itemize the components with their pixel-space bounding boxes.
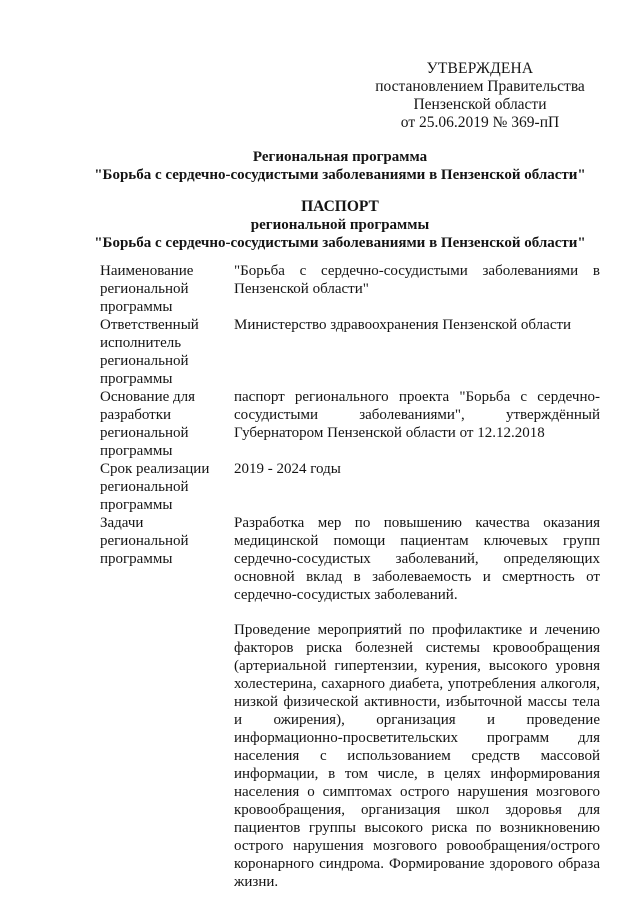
passport-table <box>100 262 600 891</box>
row-value-basis: паспорт регионального проекта "Борьба с сердечно-сосудистыми заболеваниями", утверждённый Губернатором Пензенской области от 12.12.2018 <box>234 389 600 441</box>
passport-heading: ПАСПОРТ <box>301 198 379 215</box>
row-value-term: 2019 - 2024 годы <box>234 461 341 477</box>
program-title <box>40 148 640 184</box>
row-label-basis: Основание для разработки региональной программы <box>100 389 196 459</box>
table-row <box>100 262 600 316</box>
row-label-term: Срок реализации региональной программы <box>100 461 210 513</box>
row-label-tasks: Задачи региональной программы <box>100 515 189 567</box>
table-row <box>100 316 600 388</box>
approval-heading: УТВЕРЖДЕНА <box>426 60 534 77</box>
passport-subheading: региональной программы <box>250 217 430 233</box>
approval-line-1: постановлением Правительства <box>375 78 585 95</box>
row-value-name: "Борьба с сердечно-сосудистыми заболеваниями в Пензенской области" <box>234 263 600 297</box>
program-title-line-2: "Борьба с сердечно-сосудистыми заболеваниями в Пензенской области" <box>94 167 586 183</box>
table-row <box>100 514 600 891</box>
row-value-tasks <box>234 514 600 891</box>
row-label-name: Наименование региональной программы <box>100 263 194 315</box>
passport-program-name: "Борьба с сердечно-сосудистыми заболеваниями в Пензенской области" <box>94 235 586 251</box>
row-value-executor: Министерство здравоохранения Пензенской области <box>234 317 572 333</box>
program-title-line-1: Региональная программа <box>252 149 428 165</box>
approval-line-3: от 25.06.2019 № 369-пП <box>400 114 560 131</box>
row-label-executor: Ответственный исполнитель региональной программы <box>100 317 199 387</box>
approval-line-2: Пензенской области <box>413 96 547 113</box>
approval-stamp <box>365 60 595 132</box>
passport-title <box>40 198 640 252</box>
table-row <box>100 388 600 460</box>
tasks-paragraph-1: Разработка мер по повышению качества оказания медицинской помощи пациентам ключевых групп сердечно-сосудистых заболеваний, определяющих основной вклад в заболеваемость и смертность от сердечно-сосудистых заболеваний. <box>234 515 600 603</box>
tasks-paragraph-2: Проведение мероприятий по профилактике и лечению факторов риска болезней системы кровообращения (артериальной гипертензии, курения, высокого уровня холестерина, сахарного диабета, употребления алкоголя, низкой физической активности, избыточной массы тела и ожирения), организация и проведение информационно-просветительских программ для населения с использованием средств массовой информации, в том числе, в целях информирования населения о симптомах острого нарушения мозгового кровообращения, организация школ здоровья для пациентов группы высокого риска по возникновению острого нарушения мозгового ровообращения/острого коронарного синдрома. Формирование здорового образа жизни. <box>234 622 600 890</box>
table-row <box>100 460 600 514</box>
